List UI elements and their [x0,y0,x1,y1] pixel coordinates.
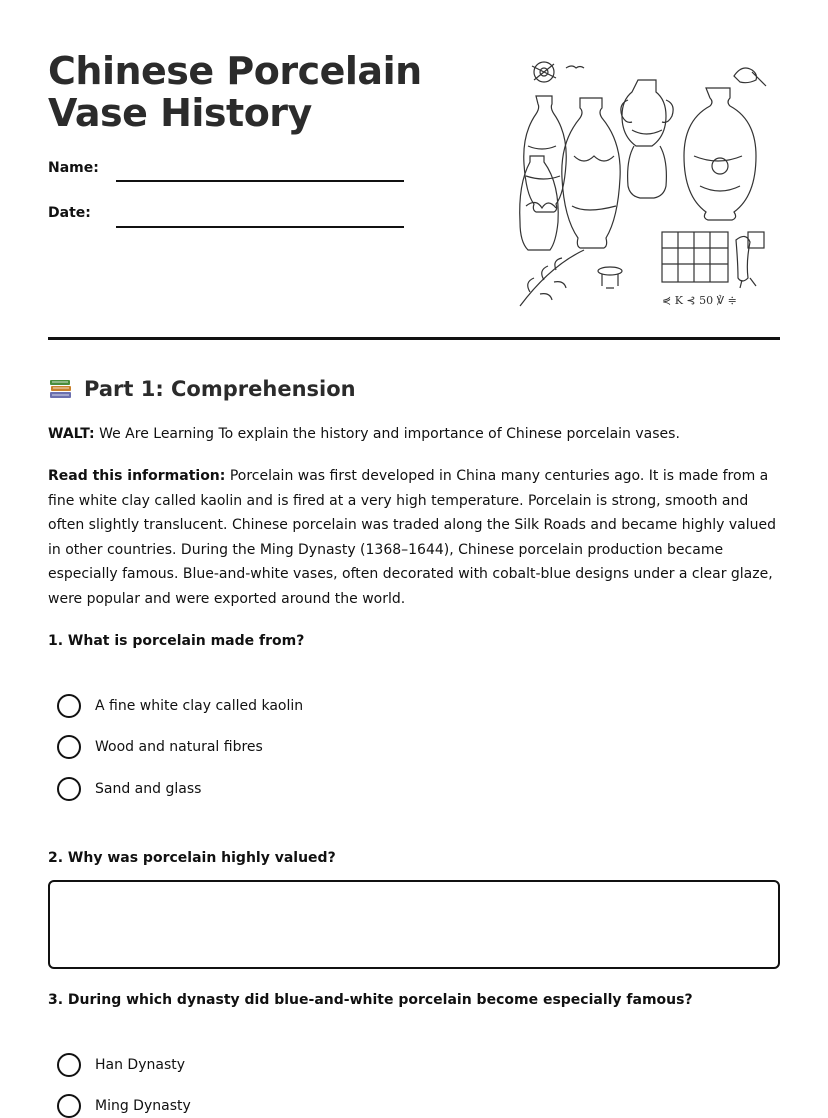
q1-option-2[interactable] [57,734,263,760]
walt-label: WALT: [48,426,95,442]
option-label: Ming Dynasty [95,1098,191,1114]
date-label: Date: [48,205,91,221]
info-paragraph [48,464,788,612]
q3-option-1[interactable] [57,1052,185,1078]
name-label: Name: [48,160,99,176]
question-1: 1. What is porcelain made from? [48,633,305,649]
option-label: Han Dynasty [95,1057,186,1073]
info-text: Porcelain was first developed in China many centuries ago. It is made from a fine white clay called kaolin and is fired at a very high temperature. Porcelain is strong, smooth and often slightly translucent. Chinese porcelain was traded along the Silk Roads and became highly valued in other countries. During the Ming Dynasty (1368–1644), Chinese porcelain production became especially famous. Blue-and-white vases, often decorated with cobalt-blue designs under a clear glaze, were popular and were exported around the world. [48,468,776,607]
page-title: Chinese Porcelain Vase History [48,49,422,135]
radio-button[interactable] [57,1053,81,1077]
radio-button[interactable] [57,777,81,801]
option-label: A fine white clay called kaolin [95,698,304,714]
question-2: 2. Why was porcelain highly valued? [48,850,336,866]
part-heading [48,374,356,404]
q2-answer-box[interactable] [48,880,780,969]
radio-button[interactable] [57,735,81,759]
option-label: Wood and natural fibres [95,739,263,755]
books-icon [48,377,74,401]
radio-button[interactable] [57,694,81,718]
question-3: 3. During which dynasty did blue-and-white porcelain become especially famous? [48,992,693,1008]
illustration-glyphs: ⋞ K ⊰ 50 ℣ ≑ [662,294,737,307]
date-field[interactable] [116,226,404,228]
porcelain-vases-illustration [510,56,782,312]
q1-option-1[interactable] [57,693,303,719]
q3-option-2[interactable] [57,1093,191,1118]
q1-option-3[interactable] [57,776,201,802]
walt-text: We Are Learning To explain the history and importance of Chinese porcelain vases. [94,426,680,442]
radio-button[interactable] [57,1094,81,1118]
header-divider [48,337,780,340]
part-title: Part 1: Comprehension [84,377,356,401]
walt-statement [48,424,788,444]
option-label: Sand and glass [95,781,202,797]
info-label: Read this information: [48,468,226,484]
name-field[interactable] [116,180,404,182]
